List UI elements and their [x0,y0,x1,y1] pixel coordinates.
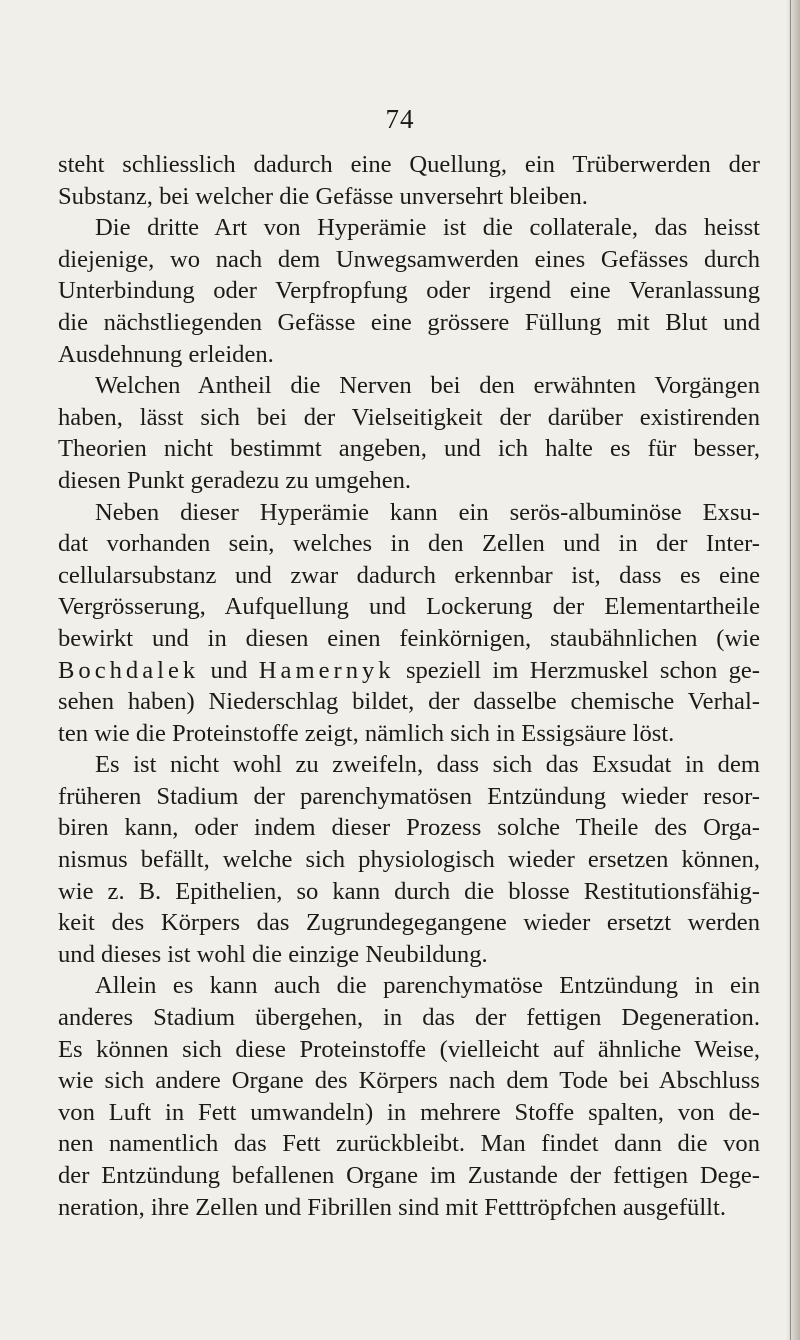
text-line: Ausdehnung erleiden. [58,340,274,368]
text-line: Es können sich diese Proteinstoffe (vielleicht auf ähnliche Weise, [58,1035,760,1063]
text-line: diesen Punkt geradezu zu umgehen. [58,466,412,494]
page-edge-shadow [786,0,800,1340]
text-line: steht schliesslich dadurch eine Quellung, ein Trüberwerden der [58,151,760,178]
text-line: Allein es kann auch die parenchymatöse Entzündung in ein [95,972,760,1000]
body-text [58,149,760,1223]
text-line: Bochdalek und Hamernyk speziell im Herzmuskel schon ge- [58,656,761,684]
text-line: dat vorhanden sein, welches in den Zellen und in der Inter- [58,530,760,558]
page-edge-line [790,0,791,1340]
text-line: haben, lässt sich bei der Vielseitigkeit der darüber existirenden [58,403,760,431]
text-line: Vergrösserung, Aufquellung und Lockerung der Elementartheile [58,593,760,621]
page-number: 74 [385,104,415,134]
text-line: ten wie die Proteinstoffe zeigt, nämlich sich in Essigsäure löst. [58,719,675,747]
text-line: Die dritte Art von Hyperämie ist die collaterale, das heisst [95,214,760,242]
text-line: von Luft in Fett umwandeln) in mehrere Stoffe spalten, von de- [58,1098,760,1126]
text-line: keit des Körpers das Zugrundegegangene wieder ersetzt werden [58,909,760,937]
text-line: der Entzündung befallenen Organe im Zustande der fettigen Dege- [58,1162,760,1189]
text-line: wie sich andere Organe des Körpers nach dem Tode bei Abschluss [58,1067,760,1095]
text-line: die nächstliegenden Gefässe eine grössere Füllung mit Blut und [58,308,760,336]
spaced-name: Bochdalek [58,656,200,684]
text-line: wie z. B. Epithelien, so kann durch die blosse Restitutionsfähig- [58,877,760,905]
text-line: bewirkt und in diesen einen feinkörnigen, staubähnlichen (wie [58,624,760,652]
text-line: nen namentlich das Fett zurückbleibt. Man findet dann die von [58,1130,760,1158]
text-line: diejenige, wo nach dem Unwegsamwerden eines Gefässes durch [58,245,760,273]
text-line: biren kann, oder indem dieser Prozess solche Theile des Orga- [58,814,760,842]
text-line: Welchen Antheil die Nerven bei den erwähnten Vorgängen [95,372,760,400]
text-line: früheren Stadium der parenchymatösen Entzündung wieder resor- [58,782,760,810]
text-line: Es ist nicht wohl zu zweifeln, dass sich das Exsudat in dem [95,751,760,779]
text-line: Unterbindung oder Verpfropfung oder irgend eine Veranlassung [58,277,760,305]
text-line: Theorien nicht bestimmt angeben, und ich halte es für besser, [58,435,760,463]
text-line: sehen haben) Niederschlag bildet, der dasselbe chemische Verhal- [58,688,760,716]
text-line: Substanz, bei welcher die Gefässe unversehrt bleiben. [58,182,588,210]
spaced-name: Hamernyk [258,656,395,684]
text-line: cellularsubstanz und zwar dadurch erkennbar ist, dass es eine [58,561,760,589]
text-line: und dieses ist wohl die einzige Neubildung. [58,940,488,968]
text-line: anderes Stadium übergehen, in das der fettigen Degeneration. [58,1004,760,1032]
text-line: nismus befällt, welche sich physiologisch wieder ersetzen können, [58,846,760,874]
text-line: Neben dieser Hyperämie kann ein serös-albuminöse Exsu- [95,498,760,526]
text-line: neration, ihre Zellen und Fibrillen sind mit Fetttröpfchen ausgefüllt. [58,1193,726,1221]
